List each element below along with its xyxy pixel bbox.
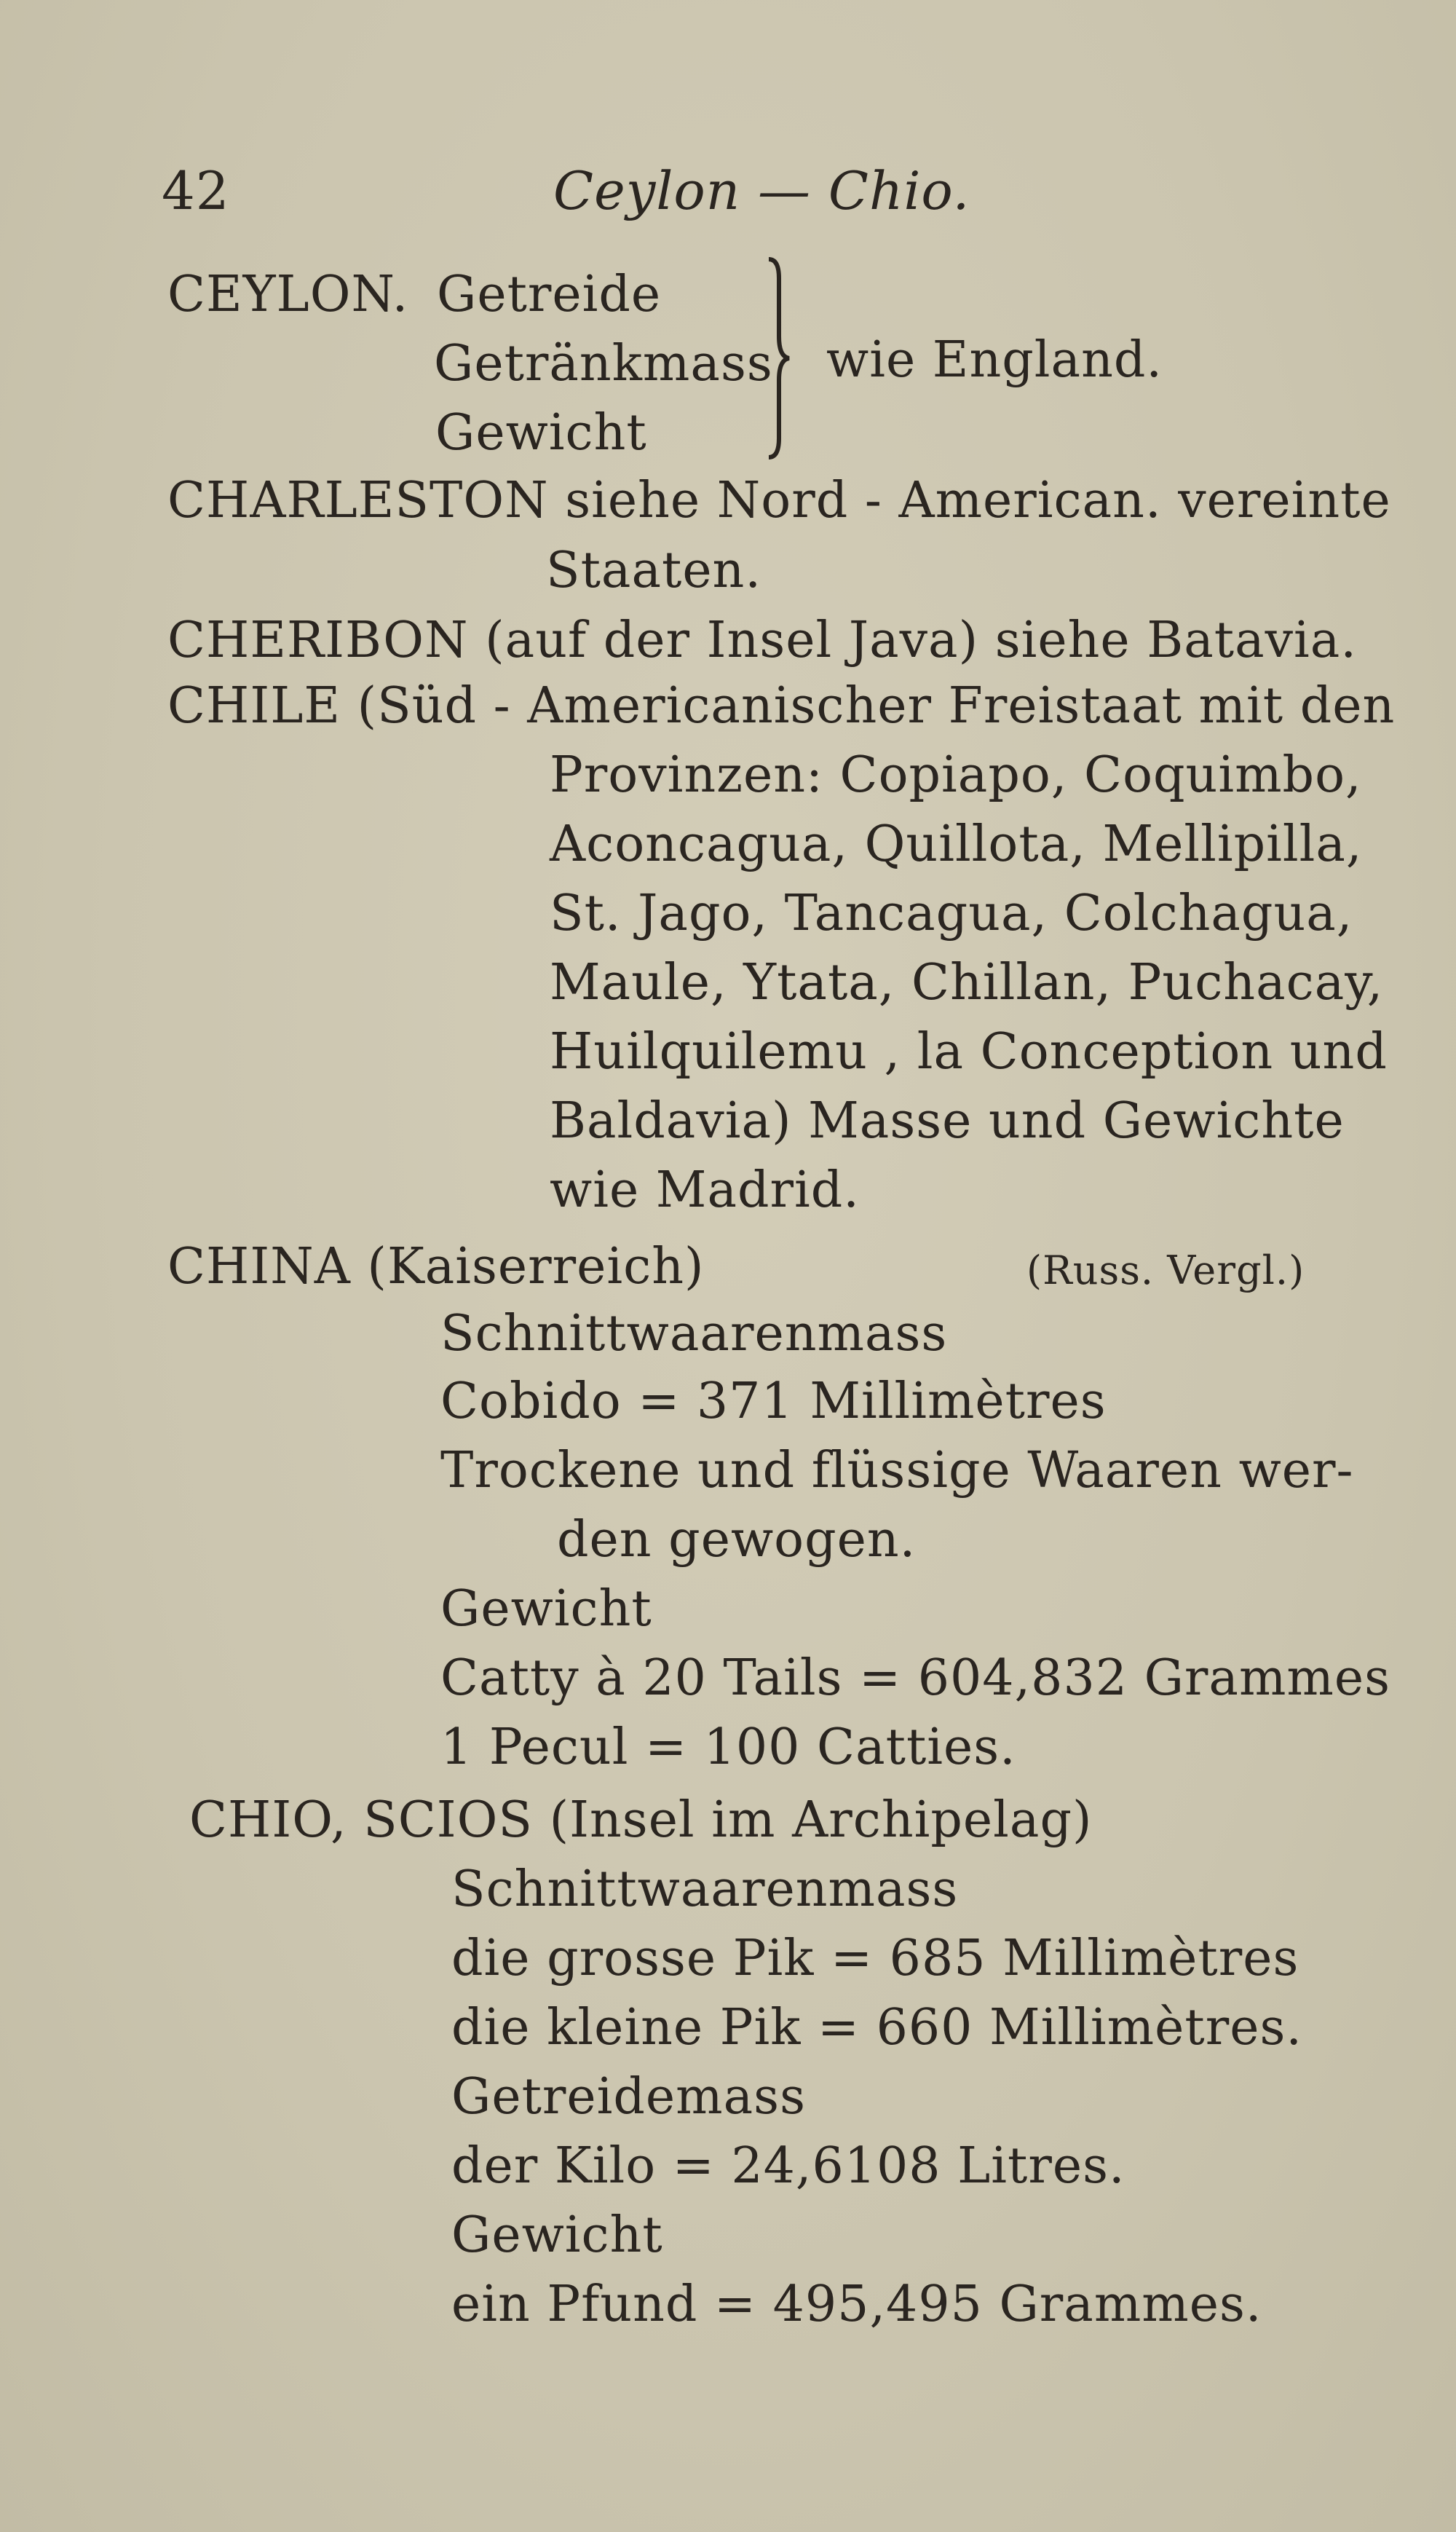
china-line-7: 1 Pecul = 100 Catties. <box>440 1719 1016 1776</box>
chio-line-1: Schnittwaarenmass <box>451 1861 959 1918</box>
chio-line-3: die kleine Pik = 660 Millimètres. <box>451 1999 1302 2056</box>
page-number: 42 <box>162 160 230 221</box>
chile-line-1: CHILE (Süd - Americanischer Freistaat mit den <box>167 677 1396 735</box>
chio-line-5: der Kilo = 24,6108 Litres. <box>451 2137 1125 2195</box>
chile-line-6: Huilquilemu , la Conception und <box>550 1023 1388 1081</box>
chile-line-2: Provinzen: Copiapo, Coquimbo, <box>550 746 1362 804</box>
chio-line-2: die grosse Pik = 685 Millimètres <box>451 1930 1299 1987</box>
china-note: (Russ. Vergl.) <box>1026 1247 1305 1293</box>
chile-line-7: Baldavia) Masse und Gewichte <box>550 1092 1345 1150</box>
ceylon-item-2: Getränkmass <box>434 335 773 393</box>
chio-head: CHIO, SCIOS (Insel im Archipelag) <box>189 1791 1093 1849</box>
china-line-6: Catty à 20 Tails = 604,832 Grammes <box>440 1649 1391 1707</box>
ceylon-reference: wie England. <box>826 331 1163 389</box>
chio-line-6: Gewicht <box>451 2206 663 2264</box>
china-line-4: den gewogen. <box>557 1511 917 1569</box>
china-line-1: Schnittwaarenmass <box>440 1305 948 1362</box>
curly-brace-icon <box>763 256 792 460</box>
chio-line-4: Getreidemass <box>451 2068 806 2126</box>
china-line-3: Trockene und flüssige Waaren wer- <box>440 1442 1354 1499</box>
cheribon-line-1: CHERIBON (auf der Insel Java) siehe Batavia. <box>167 612 1357 669</box>
chio-line-7: ein Pfund = 495,495 Grammes. <box>451 2276 1262 2333</box>
chile-line-5: Maule, Ytata, Chillan, Puchacay, <box>550 954 1384 1011</box>
ceylon-item-3: Gewicht <box>435 404 647 462</box>
charleston-line-2: Staaten. <box>546 542 761 599</box>
chile-line-3: Aconcagua, Quillota, Mellipilla, <box>550 816 1363 873</box>
chile-line-4: St. Jago, Tancagua, Colchagua, <box>550 885 1353 942</box>
chile-line-8: wie Madrid. <box>550 1162 860 1219</box>
charleston-line-1: CHARLESTON siehe Nord - American. vereinte <box>167 472 1391 529</box>
ceylon-head: CEYLON. <box>167 266 409 323</box>
china-line-2: Cobido = 371 Millimètres <box>440 1373 1107 1430</box>
ceylon-item-1: Getreide <box>437 266 662 323</box>
china-head: CHINA (Kaiserreich) <box>167 1238 705 1295</box>
china-line-5: Gewicht <box>440 1580 652 1638</box>
page-title: Ceylon — Chio. <box>553 160 970 221</box>
